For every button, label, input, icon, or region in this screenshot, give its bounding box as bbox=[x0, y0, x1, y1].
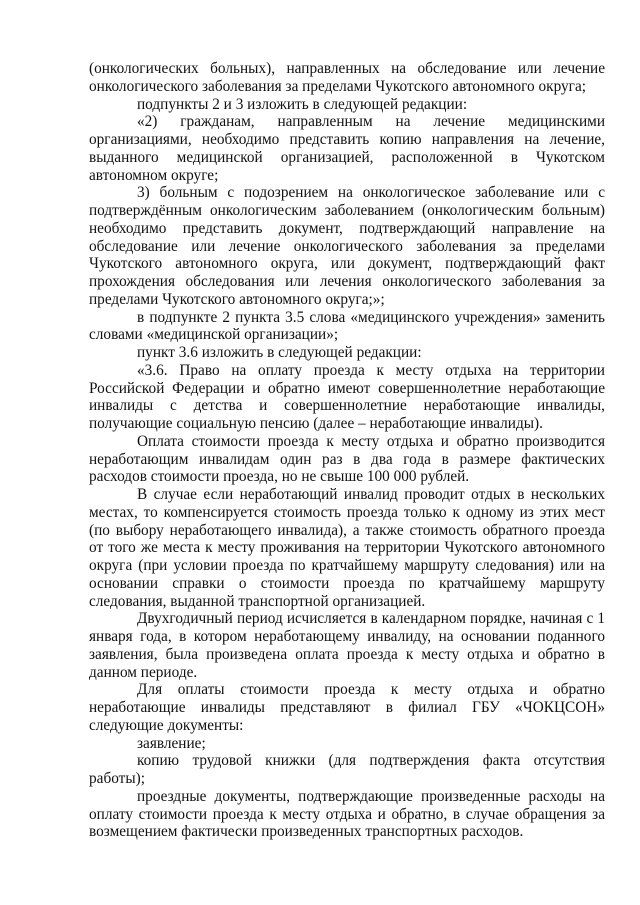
list-item-travel-documents: проездные документы, подтверждающие произведенные расходы на оплату стоимости проезда к месту отдыха и обратно, в случае обращения за возмещением фактически произведенных транспортных расходов. bbox=[89, 787, 605, 841]
paragraph-item-3-6-intro: пункт 3.6 изложить в следующей редакции: bbox=[137, 344, 422, 361]
paragraph-documents-intro: Для оплаты стоимости проезда к месту отдыха и обратно неработающие инвалиды представляют в филиал ГБУ «ЧОКЦСОН» следующие документы: bbox=[89, 681, 605, 734]
paragraph-subitem-2: «2) гражданам, направленным на лечение медицинскими организациями, необходимо представить копию направления на лечение, выданного медицинской организацией, расположенной в Чукотском автономном округе; bbox=[89, 113, 605, 184]
list-item-application: заявление; bbox=[137, 734, 206, 752]
paragraph-multiple-places: В случае если неработающий инвалид проводит отдых в нескольких местах, то компенсируется стоимость проезда только к одному из этих мест (по выбору неработающего инвалида), а также стоимость обратного проезда от того же места к месту проживания на территории Чукотского автономного округа (при условии проезда по кратчайшему маршруту следования) или на основании справки о стоимости проезда по кратчайшему маршруту следования, выданной транспортной организацией. bbox=[89, 486, 605, 610]
paragraph-continuation: (онкологических больных), направленных на обследование или лечение онкологического заболевания за пределами Чукотского автономного округа; bbox=[89, 60, 605, 95]
paragraph-amendment-3-5: в подпункте 2 пункта 3.5 слова «медицинского учреждения» заменить словами «медицинской организации»; bbox=[89, 308, 605, 344]
paragraph-two-year-period: Двухгодичный период исчисляется в календарном порядке, начиная с 1 января года, в котором неработающему инвалиду, на основании поданного заявления, была произведена оплата проезда к месту отдыха и обратно в данном периоде. bbox=[89, 610, 605, 681]
paragraph-subitems-intro: подпункты 2 и 3 изложить в следующей редакции: bbox=[137, 95, 468, 113]
paragraph-subitem-3: 3) больным с подозрением на онкологическое заболевание или с подтверждённым онкологическим заболеванием (онкологическим больным) необходимо представить документ, подтверждающий направление на обследование или лечение онкологического заболевания за пределами Чукотского автономного округа, или документ, подтверждающий факт прохождения обследования или лечения онкологического заболевания за пределами Чукотского автономного округа;»; bbox=[89, 184, 605, 308]
paragraph-payment-amount: Оплата стоимости проезда к месту отдыха и обратно производится неработающим инвалидам один раз в два года в размере фактических расходов стоимости проезда, но не свыше 100 000 рублей. bbox=[89, 432, 605, 486]
list-item-employment-record: копию трудовой книжки (для подтверждения факта отсутствия работы); bbox=[89, 752, 605, 787]
document-page bbox=[89, 60, 605, 841]
paragraph-item-3-6: «3.6. Право на оплату проезда к месту отдыха на территории Российской Федерации и обратно имеют совершеннолетние неработающие инвалиды с детства и совершеннолетние неработающие инвалиды, получающие социальную пенсию (далее – неработающие инвалиды). bbox=[89, 361, 605, 432]
